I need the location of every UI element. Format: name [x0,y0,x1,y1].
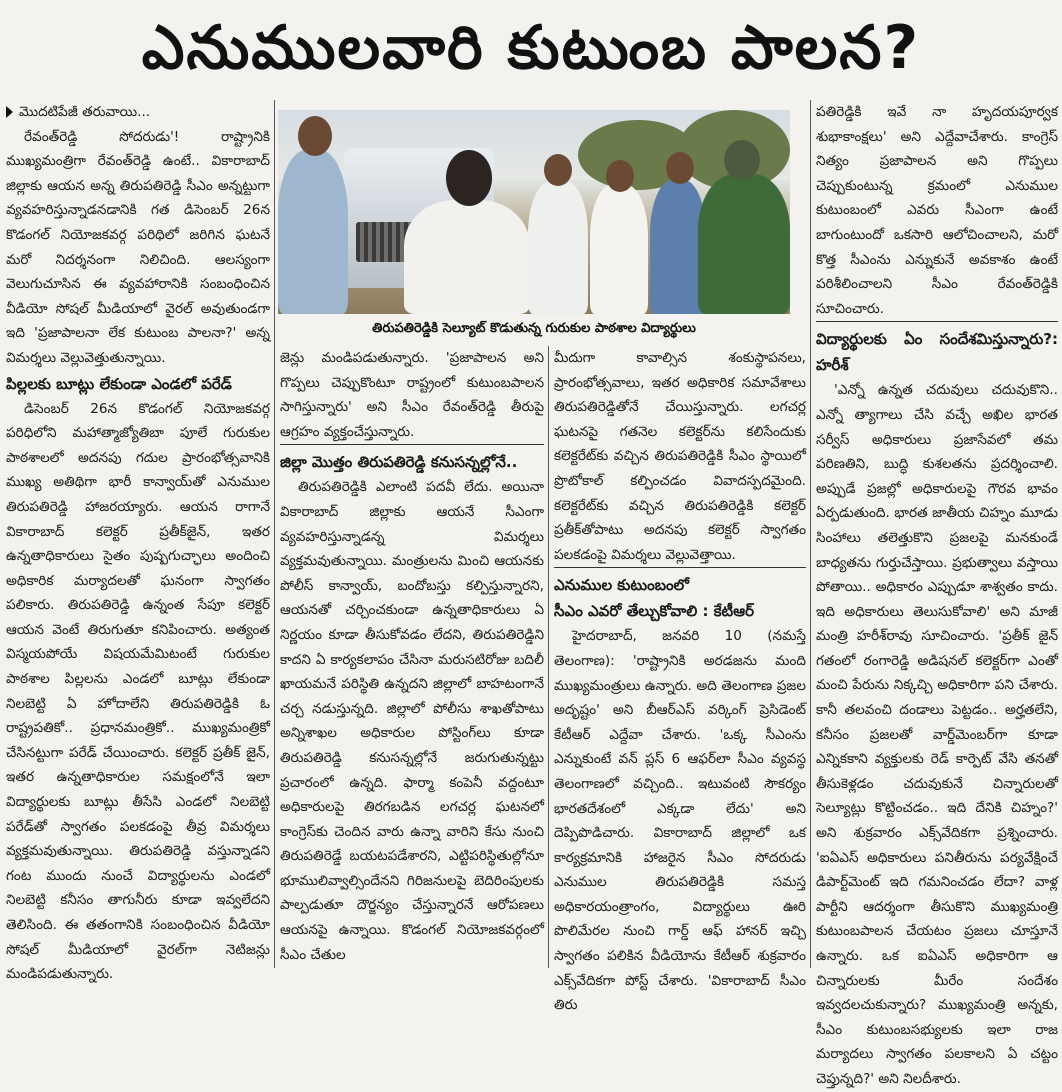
column-1 [6,100,270,983]
column-rule [548,346,549,968]
subheading: విద్యార్థులకు ఏం సందేశమిస్తున్నారు?: హరీశ్ [816,321,1058,378]
headline: ఎనుములవారి కుటుంబ పాలన? [141,13,921,83]
subheading: పిల్లలకు బూట్లు లేకుండా ఎండలో పరేడ్ [6,374,232,393]
photo-person [278,150,348,314]
column-2 [280,346,544,968]
photo-person [590,184,648,314]
column-rule [810,100,811,968]
subheading: జిల్లా మొత్తం తిరుపతిరెడ్డి కనుసన్నల్లోనే.. [280,444,544,475]
news-photo [278,110,790,314]
photo-head [544,154,572,186]
column-4 [816,100,1058,1087]
subheading: సీఎం ఎవరో తేల్చుకోవాలి : కేటీఆర్ [554,602,754,621]
column-rule [274,100,275,968]
paragraph: 'ఎన్నో ఉన్నత చదువులు చదువుకొని.. ఎన్నో త్యాగాలు చేసి వచ్చే అఖిల భారత సర్వీస్ అధికారులు ప్రజాసేవలో తమ పరిణతిని, బుద్ధి కుశలతను ప్రదర్శించాలి. అప్పుడే ప్రజల్లో అధికారులపై గౌరవ భావం ఏర్పడుతుంది. భారత జాతీయ చిహ్నం మూడు సింహాలు తలెత్తుకొని ప్రజలపై మనకుండే బాధ్యతను గుర్తుచేస్తాయి. ప్రభుత్వాలు వస్తాయి పోతాయి.. అధికారం ఎప్పుడూ శాశ్వతం కాదు. ఇది అధికారులు తెలుసుకోవాలి' అని మాజీ మంత్రి హరీశ్‌రావు సూచించారు. 'ప్రతీక్ జైన్ గతంలో రంగారెడ్డి అడిషనల్ కలెక్టర్‌గా ఎంతో మంచి పేరును నిక్కచ్చి అధికారిగా పని చేశారు. కానీ తలవంచి దండాలు పెట్టడం.. అర్హతలేని, కనీసం ప్రజలతో వార్డ్‌మెంబర్‌గా కూడా ఎన్నికకాని వ్యక్తులకు రెడ్ కార్పెట్ వేసి తనతో తీసుకెళ్లడం చదువుకునే చిన్నారులతో సెల్యూట్లు కొట్టించడం.. ఇది దేనికి చిహ్నం?' అని శుక్రవారం ఎక్స్‌వేదికగా ప్రశ్నించారు. 'ఐఏఎస్ అధికారులు పనితీరును పర్యవేక్షించే డిపార్ట్‌మెంట్ ఇది గమనించడం లేదా? వాళ్ల పార్టీని ఆదర్శంగా తీసుకొని ముఖ్యమంత్రి కుటుంబపాలన చేయటం ప్రజలు చూస్తూనే ఉన్నారు. ఒక ఐఏఎస్ అధికారిగా ఆ చిన్నారులకు మీరేం సందేశం ఇవ్వదలచుకున్నారు? ముఖ్యమంత్రి అన్నకు, సీఎం కుటుంబసభ్యులకు ఇలా రాజ మర్యాదలు స్వాగతం పలకాలని ఏ చట్టం చెప్తున్నది?' అని నిలదీశారు. [816,382,1058,1087]
column-3 [554,346,806,1014]
subheading: ఎనుముల కుటుంబంలో [554,567,806,598]
paragraph: మీదుగా కావాల్సిన శంకుస్థాపనలు, ప్రారంభోత్సవాలు, ఇతర అధికారిక సమావేశాలు తిరుపతిరెడ్డితోనే చేయిస్తున్నారు. లగచర్ల ఘటనపై గతనెల కలెక్టర్‌ను కలిసేందుకు కలెక్టరేట్‌కు వచ్చిన తిరుపతిరెడ్డికి సీఎం స్థాయిలో ప్రొటోకాల్ కల్పించడం వివాదస్పదమైంది. కలెక్టరేట్‌కు వచ్చిన తిరుపతిరెడ్డికి కలెక్టర్ ప్రతీక్‌తోపాటు అదనపు కలెక్టర్ స్వాగతం పలకడంపై విమర్శలు వెల్లువెత్తాయి. [554,350,806,563]
photo-student [404,200,530,314]
play-arrow-icon [6,106,13,118]
photo-police [698,174,790,314]
paragraph: జెన్లు మండిపడుతున్నారు. 'ప్రజాపాలన అని గొప్పలు చెప్పుకొంటూ రాష్ట్రంలో కుటుంబపాలన సాగిస్తున్నారు' అని సీఎం రేవంత్‌రెడ్డి తీరుపై ఆగ్రహం వ్యక్తంచేస్తున్నారు. [280,350,544,440]
photo-head [666,152,694,184]
paragraph: తిరుపతిరెడ్డికి ఎలాంటి పదవీ లేదు. అయినా వికారాబాద్ జిల్లాకు ఆయనే సీఎంగా వ్యవహరిస్తున్నాడన్న విమర్శలు వ్యక్తమవుతున్నాయి. మంత్రులను మించి ఆయనకు పోలీస్ కాన్వాయ్, బందోబస్తు కల్పిస్తున్నారని, ఆయనతో చర్చించకుండా ఉన్నతాధికారులు ఏ నిర్ణయం కూడా తీసుకోవడం లేదని, తిరుపతిరెడ్డిని కాదని ఏ కార్యకలాపం చేసినా మరుసటిరోజు బదిలీ ఖాయమనే పరిస్థితి ఉన్నదని జిల్లాలో బాహటంగానే చర్చ నడుస్తున్నది. జిల్లాలో పోలీసు శాఖతోపాటు అన్నిశాఖల అధికారుల పోస్టింగ్‌లు కూడా తిరుపతిరెడ్డి కనుసన్నల్లోనే జరుగుతున్నట్టు ప్రచారంలో ఉన్నది. ఫార్మా కంపెనీ వద్దంటూ అధికారులపై తిరగబడిన లగచర్ల ఘటనలో కాంగ్రెస్‌కు చెందిన వారు ఉన్నా వారిని కేసు నుంచి తిరుపతిరెడ్డే బయటపడేశారని, ఎట్టిపరిస్థితుల్లోనూ భూములివ్వాల్సిందేనని గిరిజనులపై బెదిరింపులకు పాల్పడుతూ దౌర్జన్యం చేస్తున్నారనే ఆరోపణలు ఆయనపై ఉన్నాయి. కొడంగల్ నియోజకవర్గంలో సీఎం చేతుల [280,479,544,963]
photo-head [724,140,760,180]
paragraph: రేవంత్‌రెడ్డి సోదరుడు'! రాష్ట్రానికి ముఖ్యమంత్రిగా రేవంత్‌రెడ్డి ఉంటే.. వికారాబాద్ జిల్లాకు ఆయన అన్న తిరుపతిరెడ్డి సీఎం అన్నట్టుగా వ్యవహరిస్తున్నాడనడానికి గత డిసెంబర్ 26న కొడంగల్ నియోజకవర్గ పరిధిలో జరిగిన ఘటనే మరో నిదర్శనంగా నిలిచింది. ఆలస్యంగా వెలుగుచూసిన ఈ వ్యవహారానికి సంబంధించిన వీడియో సోషల్ మీడియాలో వైరల్ అవుతుండగా ఇది 'ప్రజాపాలనా లేక కుటుంబ పాలనా?' అన్న విమర్శలు వెల్లువెత్తుతున్నాయి. [6,128,270,366]
photo-head [446,150,492,206]
photo-caption: తిరుపతిరెడ్డికి సెల్యూట్ కొడుతున్న గురుకుల పాఠశాల విద్యార్థులు [372,321,696,336]
photo-head [606,160,634,192]
photo-head [298,116,332,156]
paragraph: హైదరాబాద్, జనవరి 10 (నమస్తే తెలంగాణ): 'రాష్ట్రానికి అరడజను మంది ముఖ్యమంత్రులు ఉన్నారు. అది తెలంగాణ ప్రజల అదృష్టం' అని బీఆర్‌ఎస్ వర్కింగ్ ప్రెసిడెంట్ కేటీఆర్ ఎద్దేవా చేశారు. 'ఒక్క సీఎంను ఎన్నుకుంటే వన్ ప్లస్ 6 ఆఫర్‌లా సీఎం వ్యవస్థ తెలంగాణలో వచ్చింది.. ఇటువంటి సౌకర్యం భారతదేశంలో ఎక్కడా లేదు' అని దెప్పిపొడిచారు. వికారాబాద్ జిల్లాలో ఒక కార్యక్రమానికి హాజరైన సీఎం సోదరుడు ఎనుముల తిరుపతిరెడ్డికి సమస్త అధికారయంత్రాంగం, విద్యార్థులు ఊరి పొలిమేరల నుంచి గార్డ్ ఆఫ్ హానర్ ఇచ్చి స్వాగతం పలికిన వీడియోను కేటీఆర్ శుక్రవారం ఎక్స్‌వేదికగా పోస్ట్ చేశారు. 'వికారాబాద్ సీఎం తిరు [554,628,806,1014]
paragraph: డిసెంబర్ 26న కొడంగల్ నియోజకవర్గ పరిధిలోని మహాత్మాజ్యోతిబా పూలే గురుకుల పాఠశాలలో అదనపు గదుల ప్రారంభోత్సవానికి ముఖ్య అతిథిగా భారీ కాన్వాయ్‌తో ఎనుముల తిరుపతిరెడ్డి హాజరయ్యారు. ఆయన రాగానే వికారాబాద్ కలెక్టర్ ప్రతీక్‌జైన్, ఇతర ఉన్నతాధికారులు సైతం పుష్పగుచ్ఛాలు అందించి అధికారిక మర్యాదలతో ఘనంగా స్వాగతం పలికారు. తిరుపతిరెడ్డి ఉన్నంత సేపూ కలెక్టర్ ఆయన వెంటే తిరుగుతూ కనిపించారు. అత్యంత విస్మయపోయే విషయమేమిటంటే గురుకుల పాఠశాల పిల్లలను ఎండలో బూట్లు లేకుండా నిలబెట్టి ఏ హోదాలేని తిరుపతిరెడ్డికి ఓ రాష్ట్రపతికో.. ప్రధానమంత్రికో.. ముఖ్యమంత్రికో చేసినట్టుగా పరేడ్ చేయించారు. కలెక్టర్ ప్రతీక్ జైన్, ఇతర ఉన్నతాధికారుల సమక్షంలోనే ఇలా విద్యార్థులకు బూట్లు తీసేసి ఎండలో నిలబెట్టి పరేడ్‌తో స్వాగతం పలకడంపై తీవ్ర విమర్శలు వ్యక్తమవుతున్నాయి. తిరుపతిరెడ్డి వస్తున్నాడని గంట ముందు నుంచే విద్యార్థులను ఎండలో నిలబెట్టి కనీసం తాగునీరు కూడా ఇవ్వలేదని తెలిసింది. ఈ తతంగానికి సంబంధించిన వీడియో సోషల్ మీడియాలో వైరల్‌గా నెటిజన్లు మండిపడుతున్నారు. [6,400,270,983]
photo-person [528,180,588,314]
continuation-kicker: మొదటిపేజీ తరువాయి... [6,100,270,125]
paragraph: పతిరెడ్డికి ఇవే నా హృదయపూర్వక శుభాకాంక్షలు' అని ఎద్దేవాచేశారు. కాంగ్రెస్ నిత్యం ప్రజాపాలన అని గొప్పలు చెప్పుకుంటున్న క్రమంలో ఎనుముల కుటుంబంలో ఎవరు సీఎంగా ఉంటే బాగుంటుందో ఒకసారి ఆలోచించాలని, మరో కొత్త సీఎంను ఎన్నుకునే అవకాశం ఉంటే పరిశీలించాలని సీఎం రేవంత్‌రెడ్డికి సూచించారు. [816,104,1058,317]
